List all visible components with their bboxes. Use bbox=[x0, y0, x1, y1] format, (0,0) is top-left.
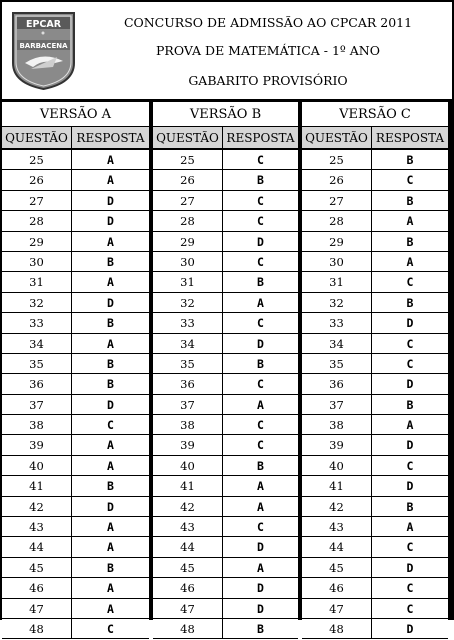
question-number: 42 bbox=[2, 497, 72, 516]
table-row bbox=[2, 293, 149, 313]
answer-letter: A bbox=[257, 479, 264, 494]
table-row bbox=[2, 232, 149, 252]
logo-text-top: EPCAR bbox=[25, 19, 62, 30]
table-row bbox=[2, 599, 149, 619]
question-number: 45 bbox=[153, 558, 223, 577]
answer-letter: D bbox=[406, 438, 414, 453]
answer-letter: D bbox=[406, 479, 414, 494]
question-number: 33 bbox=[302, 313, 372, 332]
question-number: 48 bbox=[2, 619, 72, 638]
answer-letter: D bbox=[257, 336, 264, 351]
answer-letter: C bbox=[257, 254, 264, 269]
answer-letter: A bbox=[107, 458, 114, 473]
table-row bbox=[302, 191, 448, 211]
answer-letter: C bbox=[257, 438, 264, 453]
table-row bbox=[2, 374, 149, 394]
contest-title: CONCURSO DE ADMISSÃO AO CPCAR 2011 bbox=[123, 15, 413, 30]
question-number: 47 bbox=[2, 599, 72, 618]
answer-letter: A bbox=[406, 254, 414, 269]
table-row bbox=[153, 456, 298, 476]
table-row bbox=[153, 497, 298, 517]
table-row bbox=[302, 476, 448, 496]
table-row bbox=[2, 191, 149, 211]
question-number: 36 bbox=[153, 374, 223, 393]
answer-letter: C bbox=[406, 275, 414, 290]
column-header-row bbox=[2, 127, 149, 150]
question-number: 30 bbox=[302, 252, 372, 271]
table-row bbox=[302, 456, 448, 476]
answer-letter: C bbox=[257, 316, 264, 331]
answer-letter: A bbox=[107, 336, 114, 351]
answer-letter: A bbox=[406, 520, 414, 535]
question-number: 35 bbox=[302, 354, 372, 373]
question-number: 43 bbox=[302, 517, 372, 536]
question-number: 41 bbox=[2, 476, 72, 495]
version-title: VERSÃO A bbox=[2, 99, 149, 127]
table-row bbox=[302, 619, 448, 639]
table-row bbox=[153, 232, 298, 252]
question-number: 44 bbox=[153, 537, 223, 556]
answer-key-tables bbox=[0, 99, 454, 636]
answer-letter: C bbox=[107, 418, 114, 433]
question-number: 41 bbox=[153, 476, 223, 495]
question-number: 25 bbox=[2, 150, 72, 169]
table-row bbox=[302, 374, 448, 394]
table-row bbox=[153, 150, 298, 170]
answer-letter: D bbox=[257, 540, 264, 555]
question-number: 47 bbox=[153, 599, 223, 618]
table-row bbox=[153, 619, 298, 639]
table-row bbox=[2, 170, 149, 190]
table-row bbox=[153, 415, 298, 435]
question-number: 31 bbox=[153, 272, 223, 291]
table-row bbox=[302, 517, 448, 537]
answer-letter: B bbox=[406, 499, 414, 514]
question-number: 25 bbox=[302, 150, 372, 169]
answer-letter: B bbox=[257, 621, 264, 636]
version-c-table bbox=[298, 99, 450, 636]
answer-column-header: RESPOSTA bbox=[226, 131, 295, 145]
question-number: 43 bbox=[2, 517, 72, 536]
answer-letter: C bbox=[257, 418, 264, 433]
answer-letter: A bbox=[107, 540, 114, 555]
table-row bbox=[153, 252, 298, 272]
question-number: 27 bbox=[153, 191, 223, 210]
answer-letter: C bbox=[406, 356, 414, 371]
question-number: 26 bbox=[302, 170, 372, 189]
question-column-header: QUESTÃO bbox=[153, 127, 223, 148]
answer-letter: C bbox=[406, 173, 414, 188]
question-number: 46 bbox=[2, 578, 72, 597]
answer-letter: B bbox=[107, 377, 114, 392]
answer-column-header: RESPOSTA bbox=[375, 131, 445, 145]
table-row bbox=[153, 272, 298, 292]
question-number: 43 bbox=[153, 517, 223, 536]
answer-letter: B bbox=[406, 234, 414, 249]
answer-letter: A bbox=[107, 438, 114, 453]
answer-letter: B bbox=[406, 153, 414, 167]
question-number: 39 bbox=[2, 435, 72, 454]
answer-letter: B bbox=[107, 479, 114, 494]
version-title: VERSÃO C bbox=[302, 99, 448, 127]
epcar-shield-logo bbox=[11, 11, 76, 91]
question-number: 37 bbox=[153, 395, 223, 414]
answer-letter: A bbox=[107, 173, 114, 188]
table-row bbox=[2, 476, 149, 496]
answer-letter: A bbox=[107, 153, 114, 167]
question-number: 33 bbox=[2, 313, 72, 332]
answer-letter: C bbox=[406, 336, 414, 351]
answer-letter: D bbox=[257, 581, 264, 596]
question-number: 28 bbox=[302, 211, 372, 230]
answer-letter: B bbox=[406, 295, 414, 310]
question-number: 25 bbox=[153, 150, 223, 169]
logo-text-bottom: BARBACENA bbox=[19, 42, 68, 50]
answer-letter: A bbox=[257, 560, 264, 575]
table-row bbox=[153, 170, 298, 190]
table-row bbox=[2, 456, 149, 476]
question-number: 26 bbox=[2, 170, 72, 189]
table-row bbox=[302, 354, 448, 374]
table-row bbox=[2, 252, 149, 272]
table-row bbox=[153, 578, 298, 598]
answer-letter: D bbox=[257, 234, 264, 249]
table-row bbox=[2, 354, 149, 374]
answer-letter: C bbox=[257, 520, 264, 535]
question-number: 34 bbox=[302, 334, 372, 353]
table-row bbox=[153, 395, 298, 415]
table-row bbox=[2, 497, 149, 517]
table-row bbox=[302, 150, 448, 170]
exam-subtitle: PROVA DE MATEMÁTICA - 1º ANO bbox=[156, 43, 380, 58]
answer-letter: D bbox=[107, 295, 114, 310]
question-number: 28 bbox=[153, 211, 223, 230]
question-number: 46 bbox=[302, 578, 372, 597]
answer-letter: A bbox=[107, 275, 114, 290]
question-number: 32 bbox=[302, 293, 372, 312]
question-number: 48 bbox=[302, 619, 372, 638]
answer-letter: D bbox=[406, 377, 414, 392]
question-number: 39 bbox=[153, 435, 223, 454]
table-row bbox=[302, 272, 448, 292]
question-number: 38 bbox=[2, 415, 72, 434]
table-row bbox=[153, 211, 298, 231]
answer-letter: A bbox=[107, 601, 114, 616]
answer-letter: C bbox=[406, 540, 414, 555]
answer-letter: B bbox=[107, 254, 114, 269]
version-a-table bbox=[0, 99, 149, 636]
table-row bbox=[153, 476, 298, 496]
answer-letter: D bbox=[107, 499, 114, 514]
table-row bbox=[302, 435, 448, 455]
answer-letter: C bbox=[406, 458, 414, 473]
answer-letter: C bbox=[257, 193, 264, 208]
question-number: 37 bbox=[302, 395, 372, 414]
question-number: 30 bbox=[153, 252, 223, 271]
question-column-header: QUESTÃO bbox=[302, 127, 372, 148]
question-number: 42 bbox=[153, 497, 223, 516]
table-row bbox=[2, 415, 149, 435]
question-number: 39 bbox=[302, 435, 372, 454]
answer-letter: A bbox=[107, 581, 114, 596]
question-number: 45 bbox=[302, 558, 372, 577]
table-row bbox=[153, 313, 298, 333]
question-number: 35 bbox=[2, 354, 72, 373]
question-number: 32 bbox=[2, 293, 72, 312]
answer-letter: B bbox=[257, 173, 264, 188]
answer-letter: A bbox=[257, 295, 264, 310]
question-number: 27 bbox=[2, 191, 72, 210]
table-row bbox=[302, 578, 448, 598]
table-row bbox=[302, 252, 448, 272]
answer-letter: C bbox=[406, 581, 414, 596]
table-row bbox=[2, 619, 149, 639]
answer-letter: C bbox=[257, 214, 264, 229]
question-number: 30 bbox=[2, 252, 72, 271]
table-row bbox=[2, 558, 149, 578]
version-b-table bbox=[149, 99, 298, 636]
table-row bbox=[302, 599, 448, 619]
answer-letter: D bbox=[406, 621, 414, 636]
question-number: 47 bbox=[302, 599, 372, 618]
question-number: 31 bbox=[302, 272, 372, 291]
answer-letter: D bbox=[406, 316, 414, 331]
answer-letter: C bbox=[406, 601, 414, 616]
question-number: 40 bbox=[302, 456, 372, 475]
answer-letter: A bbox=[257, 499, 264, 514]
table-row bbox=[302, 415, 448, 435]
answer-letter: D bbox=[107, 397, 114, 412]
answer-letter: A bbox=[257, 397, 264, 412]
question-number: 44 bbox=[302, 537, 372, 556]
answer-letter: B bbox=[107, 316, 114, 331]
table-row bbox=[302, 313, 448, 333]
question-number: 33 bbox=[153, 313, 223, 332]
answer-letter: C bbox=[107, 621, 114, 636]
question-number: 32 bbox=[153, 293, 223, 312]
answer-key-title: GABARITO PROVISÓRIO bbox=[188, 73, 348, 88]
question-number: 34 bbox=[153, 334, 223, 353]
table-row bbox=[2, 334, 149, 354]
table-row bbox=[302, 170, 448, 190]
answer-letter: B bbox=[406, 193, 414, 208]
answer-letter: B bbox=[257, 356, 264, 371]
table-row bbox=[153, 374, 298, 394]
version-title: VERSÃO B bbox=[153, 99, 298, 127]
question-number: 36 bbox=[302, 374, 372, 393]
answer-letter: A bbox=[107, 234, 114, 249]
table-row bbox=[2, 435, 149, 455]
table-row bbox=[302, 537, 448, 557]
question-column-header: QUESTÃO bbox=[2, 127, 72, 148]
question-number: 27 bbox=[302, 191, 372, 210]
answer-letter: A bbox=[107, 520, 114, 535]
table-row bbox=[302, 395, 448, 415]
question-number: 29 bbox=[302, 232, 372, 251]
table-row bbox=[302, 497, 448, 517]
question-number: 40 bbox=[153, 456, 223, 475]
question-number: 37 bbox=[2, 395, 72, 414]
answer-letter: B bbox=[257, 275, 264, 290]
answer-letter: B bbox=[107, 560, 114, 575]
table-row bbox=[2, 313, 149, 333]
answer-letter: D bbox=[107, 193, 114, 208]
table-row bbox=[153, 435, 298, 455]
question-number: 26 bbox=[153, 170, 223, 189]
table-row bbox=[302, 211, 448, 231]
column-header-row bbox=[153, 127, 298, 150]
question-number: 44 bbox=[2, 537, 72, 556]
question-number: 34 bbox=[2, 334, 72, 353]
table-row bbox=[153, 334, 298, 354]
table-row bbox=[2, 211, 149, 231]
answer-letter: D bbox=[257, 601, 264, 616]
question-number: 41 bbox=[302, 476, 372, 495]
table-row bbox=[2, 272, 149, 292]
question-number: 31 bbox=[2, 272, 72, 291]
answer-letter: A bbox=[406, 418, 414, 433]
question-number: 38 bbox=[302, 415, 372, 434]
table-row bbox=[153, 191, 298, 211]
answer-letter: A bbox=[406, 214, 414, 229]
table-row bbox=[302, 558, 448, 578]
table-row bbox=[302, 232, 448, 252]
table-row bbox=[153, 558, 298, 578]
table-row bbox=[2, 537, 149, 557]
table-row bbox=[153, 354, 298, 374]
table-row bbox=[153, 293, 298, 313]
question-number: 38 bbox=[153, 415, 223, 434]
table-row bbox=[302, 293, 448, 313]
question-number: 48 bbox=[153, 619, 223, 638]
question-number: 40 bbox=[2, 456, 72, 475]
question-number: 35 bbox=[153, 354, 223, 373]
answer-letter: D bbox=[406, 560, 414, 575]
table-row bbox=[153, 517, 298, 537]
question-number: 29 bbox=[153, 232, 223, 251]
answer-letter: B bbox=[107, 356, 114, 371]
question-number: 45 bbox=[2, 558, 72, 577]
question-number: 42 bbox=[302, 497, 372, 516]
table-row bbox=[2, 150, 149, 170]
answer-letter: D bbox=[107, 214, 114, 229]
table-row bbox=[153, 599, 298, 619]
answer-letter: B bbox=[406, 397, 414, 412]
table-row bbox=[153, 537, 298, 557]
column-header-row bbox=[302, 127, 448, 150]
question-number: 46 bbox=[153, 578, 223, 597]
answer-column-header: RESPOSTA bbox=[76, 131, 145, 145]
answer-letter: B bbox=[257, 458, 264, 473]
question-number: 29 bbox=[2, 232, 72, 251]
question-number: 36 bbox=[2, 374, 72, 393]
table-row bbox=[302, 334, 448, 354]
table-row bbox=[2, 578, 149, 598]
table-row bbox=[2, 395, 149, 415]
answer-letter: C bbox=[257, 153, 264, 167]
table-row bbox=[2, 517, 149, 537]
document-header bbox=[0, 0, 454, 100]
question-number: 28 bbox=[2, 211, 72, 230]
answer-letter: C bbox=[257, 377, 264, 392]
